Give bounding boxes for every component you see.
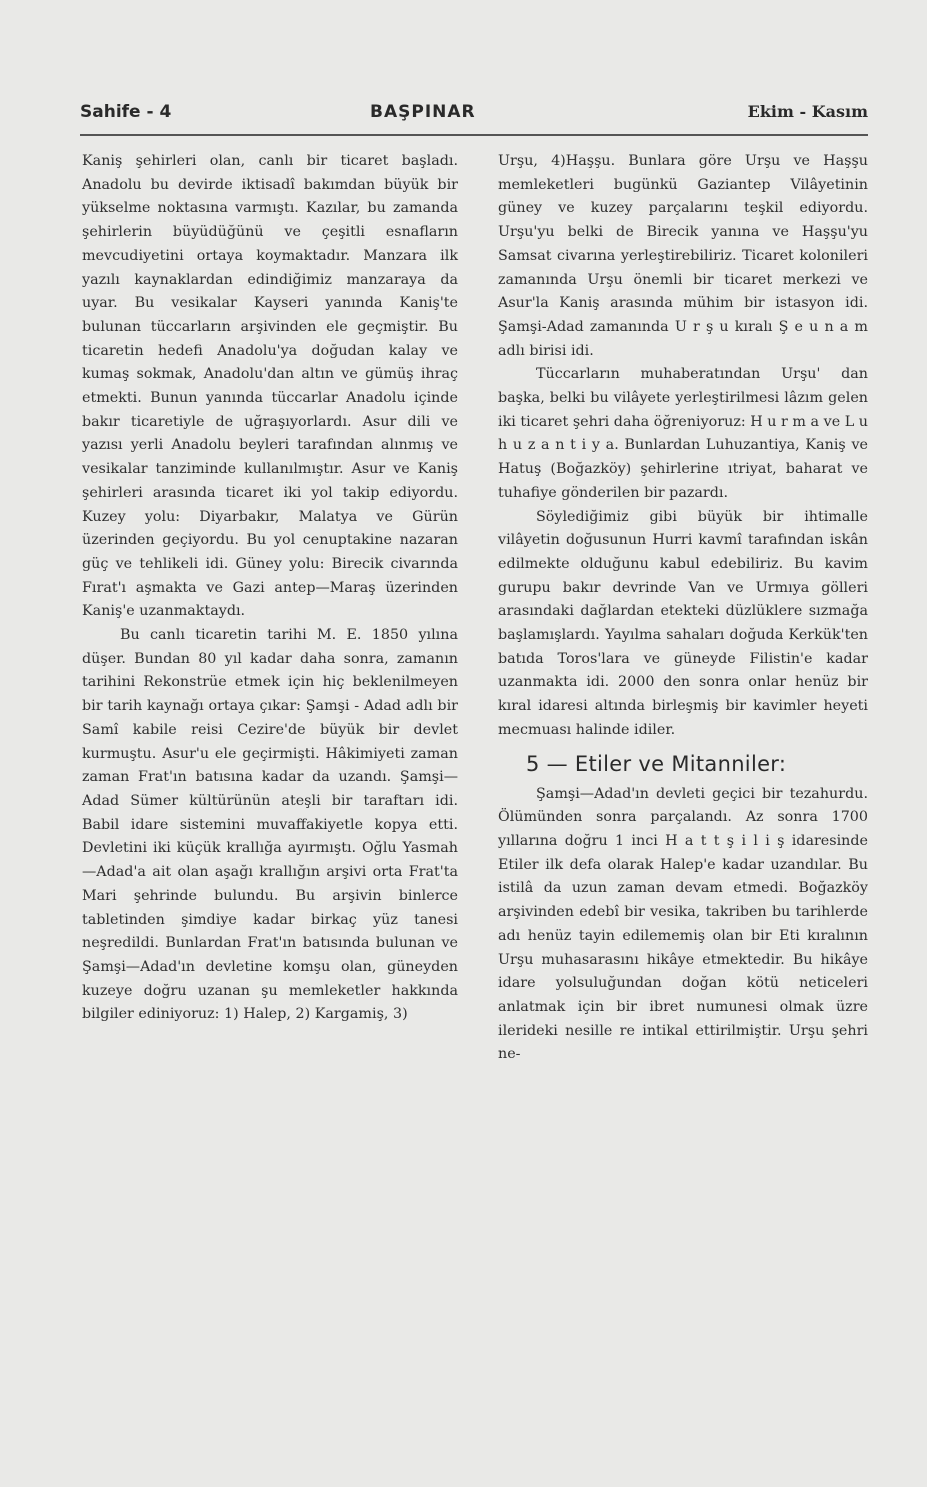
page-number: Sahife - 4	[80, 102, 172, 122]
left-column	[82, 150, 458, 1027]
page-header	[80, 102, 868, 132]
paragraph: Şamşi—Adad'ın devleti geçici bir tezahurdu. Ölümünden sonra parçalandı. Az sonra 1700 yıllarına doğru 1 inci H a t t ş i l i ş idaresinde Etiler ilk defa olarak Halep'e kadar uzandılar. Bu istilâ da uzun zaman devam etmedi. Boğazköy arşivinden edebî bir vesika, takriben bu tarihlerde adı henüz tayin edilememiş olan bir Eti kıralının Urşu muhasarasını hikâye etmektedir. Bu hikâye idare yolsuluğundan doğan kötü neticeleri anlatmak için bir ibret numunesi olmak üzre ilerideki nesille re intikal ettirilmiştir. Urşu şehri ne-	[498, 785, 868, 1063]
paragraph: Bu canlı ticaretin tarihi M. E. 1850 yılına düşer. Bundan 80 yıl kadar daha sonra, zamanın tarihini Rekonstrüe etmek için hiç beklenilmeyen bir tarih kaynağı ortaya çıkar: Şamşi - Adad adlı bir Samî kabile reisi Cezire'de büyük bir devlet kurmuştu. Asur'u ele geçirmişti. Hâkimiyeti zaman zaman Frat'ın batısına kadar da uzandı. Şamşi—Adad Sümer kültürünün ateşli bir taraftarı idi. Babil idare sistemini muvaffakiyetle kopya etti. Devletini iki küçük krallığa ayırmıştı. Oğlu Yasmah—Adad'a ait olan aşağı krallığın arşivi orta Frat'ta Mari şehrinde bulundu. Bu arşivin binlerce tabletinden şimdiye kadar birkaç yüz tanesi neşredildi. Bunlardan Frat'ın batısında bulunan ve Şamşi—Adad'ın devletine komşu olan, güneyden kuzeye doğru uzanan şu memleketler hakkında bilgiler ediniyoruz: 1) Halep, 2) Kargamiş, 3)	[82, 627, 458, 1023]
header-divider	[80, 134, 868, 136]
paragraph: Urşu, 4)Haşşu. Bunlara göre Urşu ve Haşşu memleketleri bugünkü Gaziantep Vilâyetinin güney ve kuzey parçalarını teşkil ediyordu. Urşu'yu belki de Birecik yanına ve Haşşu'yu Samsat civarına yerleştirebiliriz. Ticaret kolonileri zamanında Urşu önemli bir ticaret merkezi ve Asur'la Kaniş arasında mühim bir istasyon idi. Şamşi-Adad zamanında U r ş u kıralı Ş e u n a m adlı birisi idi.	[498, 153, 868, 359]
paragraph: Kaniş şehirleri olan, canlı bir ticaret başladı. Anadolu bu devirde iktisadî bakımdan büyük bir yükselme noktasına varmıştı. Kazılar, bu zamanda şehirlerin büyüdüğünü ve çeşitli esnafların mevcudiyetini ortaya koymaktadır. Manzara ilk yazılı kaynaklardan edindiğimiz manzaraya da uyar. Bu vesikalar Kayseri yanında Kaniş'te bulunan tüccarların arşivinden ele geçmiştir. Bu ticaretin hedefi Anadolu'ya doğudan kalay ve kumaş sokmak, Anadolu'dan altın ve gümüş ihraç etmekti. Bunun yanında tüccarlar Anadolu içinde bakır ticaretiyle de uğraşıyorlardı. Asur dili ve yazısı yerli Anadolu beyleri tarafından alınmış ve vesikalar tanziminde kullanılmıştır. Asur ve Kaniş şehirleri arasında ticaret iki yol takip ediyordu. Kuzey yolu: Diyarbakır, Malatya ve Gürün üzerinden geçiyordu. Bu yol cenuptakine nazaran güç ve tehlikeli idi. Güney yolu: Birecik civarında Fırat'ı aşmakta ve Gazi antep—Maraş üzerinden Kaniş'e uzanmaktaydı.	[82, 153, 458, 620]
issue-date: Ekim - Kasım	[747, 102, 868, 121]
publication-title: BAŞPINAR	[370, 102, 476, 122]
paragraph: Söylediğimiz gibi büyük bir ihtimalle vilâyetin doğusunun Hurri kavmî tarafından iskân edilmekte olduğunu kabul edebiliriz. Bu kavim gurupu bakır devrinde Van ve Urmıya gölleri arasındaki dağlardan etekteki düzlüklere sızmağa başlamışlardı. Yayılma sahaları doğuda Kerkük'ten batıda Toros'lara ve güneyde Filistin'e kadar uzanmakta idi. 2000 den sonra onlar henüz bir kıral idaresi altında birleşmiş bir kavimler heyeti mecmuası halinde idiler.	[498, 508, 868, 738]
section-heading: 5 — Etiler ve Mitanniler:	[526, 751, 787, 776]
paragraph: Tüccarların muhaberatından Urşu' dan başka, belki bu vilâyete yerleştirilmesi lâzım gelen iki ticaret şehri daha öğreniyoruz: H u r m a ve L u h u z a n t i y a. Bunlardan Luhuzantiya, Kaniş ve Hatuş (Boğazköy) şehirlerine ıtriyat, baharat ve tuhafiye gönderilen bir pazardı.	[498, 366, 868, 501]
right-column	[498, 150, 868, 1067]
